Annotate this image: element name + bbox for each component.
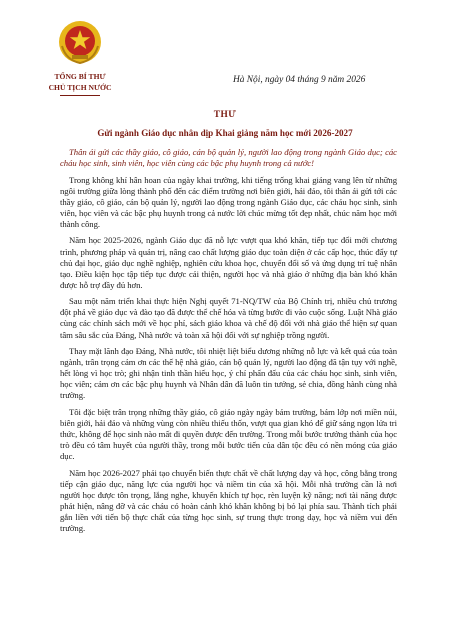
issuing-authority	[38, 72, 122, 93]
body-paragraph-3: Sau một năm triển khai thực hiện Nghị quyết 71-NQ/TW của Bộ Chính trị, nhiều chủ trương đột phá về giáo dục và đào tạo đã được thể chế hóa và từng bước đi vào cuộc sống. Luật Nhà giáo cùng các chính sách mới về học phí, sách giáo khoa và chế độ đối với nhà giáo thể hiện sự quan tâm sâu sắc của Đảng, Nhà nước và toàn xã hội đối với sự nghiệp trồng người.	[60, 296, 397, 340]
org-line-2: CHỦ TỊCH NƯỚC	[48, 82, 112, 92]
body-paragraph-5: Tôi đặc biệt trân trọng những thầy giáo, cô giáo ngày ngày bám trường, bám lớp nơi miền núi, biên giới, hải đảo và những vùng còn nhiều thiếu thốn, vượt qua gian khó để giữ sáng ngọn lửa tri thức, không để học sinh nào mất đi quyền được đến trường. Trong mỗi bước trưởng thành của học trò đều có tâm huyết của người thầy, trong mỗi bước tiến của dân tộc đều có nền móng của giáo dục.	[60, 406, 397, 462]
body-paragraph-2: Năm học 2025-2026, ngành Giáo dục đã nỗ lực vượt qua khó khăn, tiếp tục đổi mới chương trình, phương pháp và quản trị, nâng cao chất lượng giáo dục toàn diện ở các cấp học, thúc đẩy tự chủ đại học, giáo dục nghề nghiệp, nghiên cứu khoa học, chuyển đổi số và ứng dụng trí tuệ nhân tạo. Điều kiện học tập tiếp tục được cải thiện, người học và nhà giáo ở những địa bàn khó khăn được hỗ trợ đầy đủ hơn.	[60, 235, 397, 290]
authority-underline	[60, 95, 100, 96]
body-paragraph-4: Thay mặt lãnh đạo Đảng, Nhà nước, tôi nhiệt liệt biểu dương những nỗ lực và kết quả của toàn ngành, trân trọng cảm ơn các thế hệ nhà giáo, cán bộ quản lý, người lao động đã tận tụy với nghề, hết lòng vì học trò; ghi nhận tinh thần hiếu học, ý chí phấn đấu của các cháu học sinh, sinh viên, học viên; cảm ơn các bậc phụ huynh và Nhân dân đã luôn tin tưởng, sẻ chia, đồng hành cùng nhà trường.	[60, 346, 397, 401]
dateline: Hà Nội, ngày 04 tháng 9 năm 2026	[233, 75, 366, 85]
document-subject: Gửi ngành Giáo dục nhân dịp Khai giảng năm học mới 2026-2027	[97, 128, 353, 138]
org-line-1: TỔNG BÍ THƯ	[54, 72, 106, 81]
document-title: THƯ	[213, 110, 237, 120]
greeting: Thân ái gửi các thầy giáo, cô giáo, cán bộ quản lý, người lao động trong ngành Giáo dục; các cháu học sinh, sinh viên, học viên cùng các bậc phụ huynh trong cả nước!	[60, 147, 397, 169]
national-emblem-icon	[57, 19, 103, 65]
body-paragraph-6: Năm học 2026-2027 phải tạo chuyển biến thực chất về chất lượng dạy và học, công bằng trong tiếp cận giáo dục, năng lực của người học và niềm tin của xã hội. Mỗi nhà trường cần là nơi người học được tôn trọng, lắng nghe, khuyến khích tự học, rèn luyện kỹ năng; nơi tài năng được phát hiện, nâng đỡ và các cháu có hoàn cảnh khó khăn không bị bỏ lại phía sau. Thành tích phải gắn liền với tiến bộ thực chất của từng học sinh, sự trung thực trong dạy, học và niềm vui đến trường.	[60, 467, 397, 534]
letter-body	[60, 147, 397, 540]
body-paragraph-1: Trong không khí hân hoan của ngày khai trường, khi tiếng trống khai giảng vang lên từ những ngôi trường giữa lòng thành phố đến các điểm trường nơi biên giới, hải đảo, tôi thân ái gửi tới các thầy giáo, cô giáo, cán bộ quản lý, người lao động trong ngành Giáo dục, các cháu học sinh, sinh viên, học viên và các bậc phụ huynh trong cả nước lời chúc mừng tốt đẹp nhất, chúc năm học mới thành công.	[60, 174, 397, 229]
